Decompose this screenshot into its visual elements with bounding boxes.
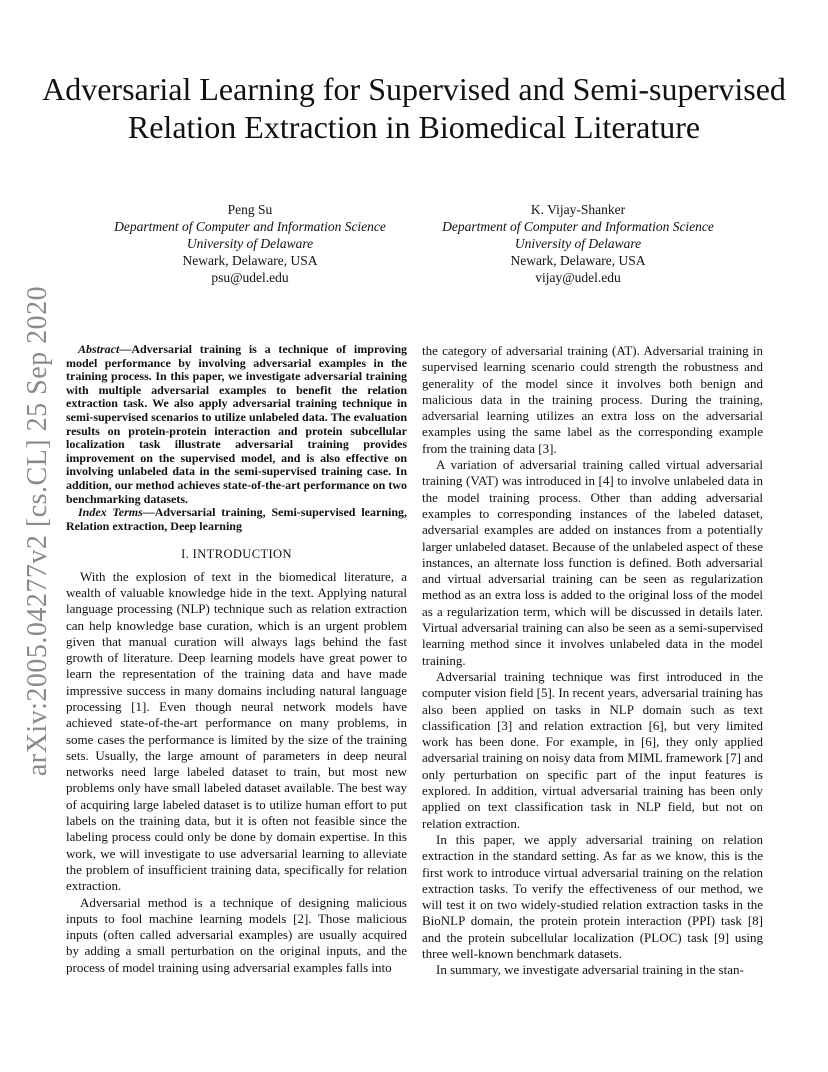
author-department: Department of Computer and Information Science [114, 219, 386, 234]
left-column [66, 343, 407, 976]
arxiv-identifier: arXiv:2005.04277v2 [cs.CL] 25 Sep 2020 [22, 285, 53, 777]
index-terms-text: —Adversarial training, Semi-supervised learning, Relation extraction, Deep learning [66, 505, 407, 533]
paper-title: Adversarial Learning for Supervised and Semi-supervised Relation Extraction in Biomedical Literature [42, 71, 786, 145]
index-terms [66, 506, 407, 533]
section-heading: I. INTRODUCTION [181, 547, 292, 562]
author-name: Peng Su [227, 202, 273, 217]
author-location: Newark, Delaware, USA [182, 253, 318, 268]
author-email: vijay@udel.edu [535, 270, 621, 285]
paragraph: In summary, we investigate adversarial training in the stan- [436, 962, 744, 978]
author-university: University of Delaware [186, 236, 314, 251]
author-block [90, 201, 410, 286]
abstract-lead: Abstract [78, 342, 120, 356]
index-terms-lead: Index Terms [78, 505, 143, 520]
right-column [422, 343, 763, 979]
paragraph: With the explosion of text in the biomedical literature, a wealth of valuable knowledge hide in the text. Applying natural language processing (NLP) technique such as relation extraction can help knowledge base curation, which is an urgent problem given that manual curation will always lags behind the fast growth of literature. Deep learning models have great power to learn the representation of the training data and have made impressive success in many domains including natural language processing [1]. Even though neural network models have achieved state-of-the-art performance on many problems, in some cases the performance is limited by the size of the training sets. Usually, the large amount of parameters in deep neural networks need large labeled dataset to train, but most new problems only have small labeled dataset available. The best way of acquiring large labeled dataset is to utilize human effort to put labels on the training data, but it is often not feasible since the labeling process could only be done by domain expertise. In this work, we will investigate to use adversarial learning to alleviate the problem of insufficient training data, specifically for relation extraction. [66, 568, 407, 894]
paragraph: Adversarial method is a technique of designing malicious inputs to fool machine learning models [2]. Those malicious inputs (often called adversarial examples) are usually acquired by adding a small perturbation on the original inputs, and the process of model training using adversarial examples falls into [66, 894, 407, 975]
author-university: University of Delaware [514, 236, 642, 251]
paragraph: In this paper, we apply adversarial training on relation extraction in the standard setting. As far as we know, this is the first work to introduce virtual adversarial training on the relation extraction tasks. To verify the effectiveness of our method, we will test it on two widely-studied relation extraction tasks in the BioNLP domain, the protein protein interaction (PPI) task [8] and the protein subcellular localization (PLOC) task [9] using three well-known benchmark datasets. [422, 831, 763, 961]
paragraph: Adversarial training technique was first introduced in the computer vision field [5]. In recent years, adversarial training has also been applied on tasks in NLP domain such as text classification [3] and relation extraction [6], but very limited work has been done. For example, in [6], they only applied adversarial training on noisy data from MIML framework [7] and only perturbation on specific part of the input features is explored. In addition, virtual adversarial training has been only applied on text classification task in NLP field, but not on relation extraction. [422, 668, 763, 831]
paragraph: the category of adversarial training (AT). Adversarial training in supervised learning scenario could strength the robustness and generality of the model since it involves both benign and malicious data in the training process. During the training, adversarial learning utilizes an extra loss on the adversarial examples using the same label as the corresponding example from the training data [3]. [422, 343, 763, 456]
abstract [66, 343, 407, 506]
paragraph: A variation of adversarial training called virtual adversarial training (VAT) was introduced in [4] to involve unlabeled data in the model training process. Other than adding adversarial examples to corresponding instances of the labeled dataset, adversarial examples are added on instances from a potentially larger unlabeled dataset. Because of the unlabeled aspect of these instances, an alternate loss function is defined. Both adversarial and virtual adversarial training can be seen as regularization method as an extra loss is added to the original loss of the model as a regularization term, which will be discussed in details later. Virtual adversarial training can also be seen as a semi-supervised learning method since it involves unlabeled data in the model training. [422, 457, 763, 668]
author-name: K. Vijay-Shanker [530, 202, 626, 217]
author-location: Newark, Delaware, USA [510, 253, 646, 268]
abstract-text: —Adversarial training is a technique of improving model performance by involving adversarial examples in the training process. In this paper, we investigate adversarial training with multiple adversarial examples to benefit the relation extraction task. We also apply adversarial training technique in semi-supervised scenarios to utilize unlabeled data. The evaluation results on protein-protein interaction and protein subcellular localization task illustrate adversarial training provides improvement on the supervised model, and is also effective on involving unlabeled data in the semi-supervised training case. In addition, our method achieves state-of-the-art performance on two benchmarking datasets. [66, 342, 407, 506]
author-email: psu@udel.edu [211, 270, 289, 285]
author-department: Department of Computer and Information Science [442, 219, 714, 234]
author-block [418, 201, 738, 286]
